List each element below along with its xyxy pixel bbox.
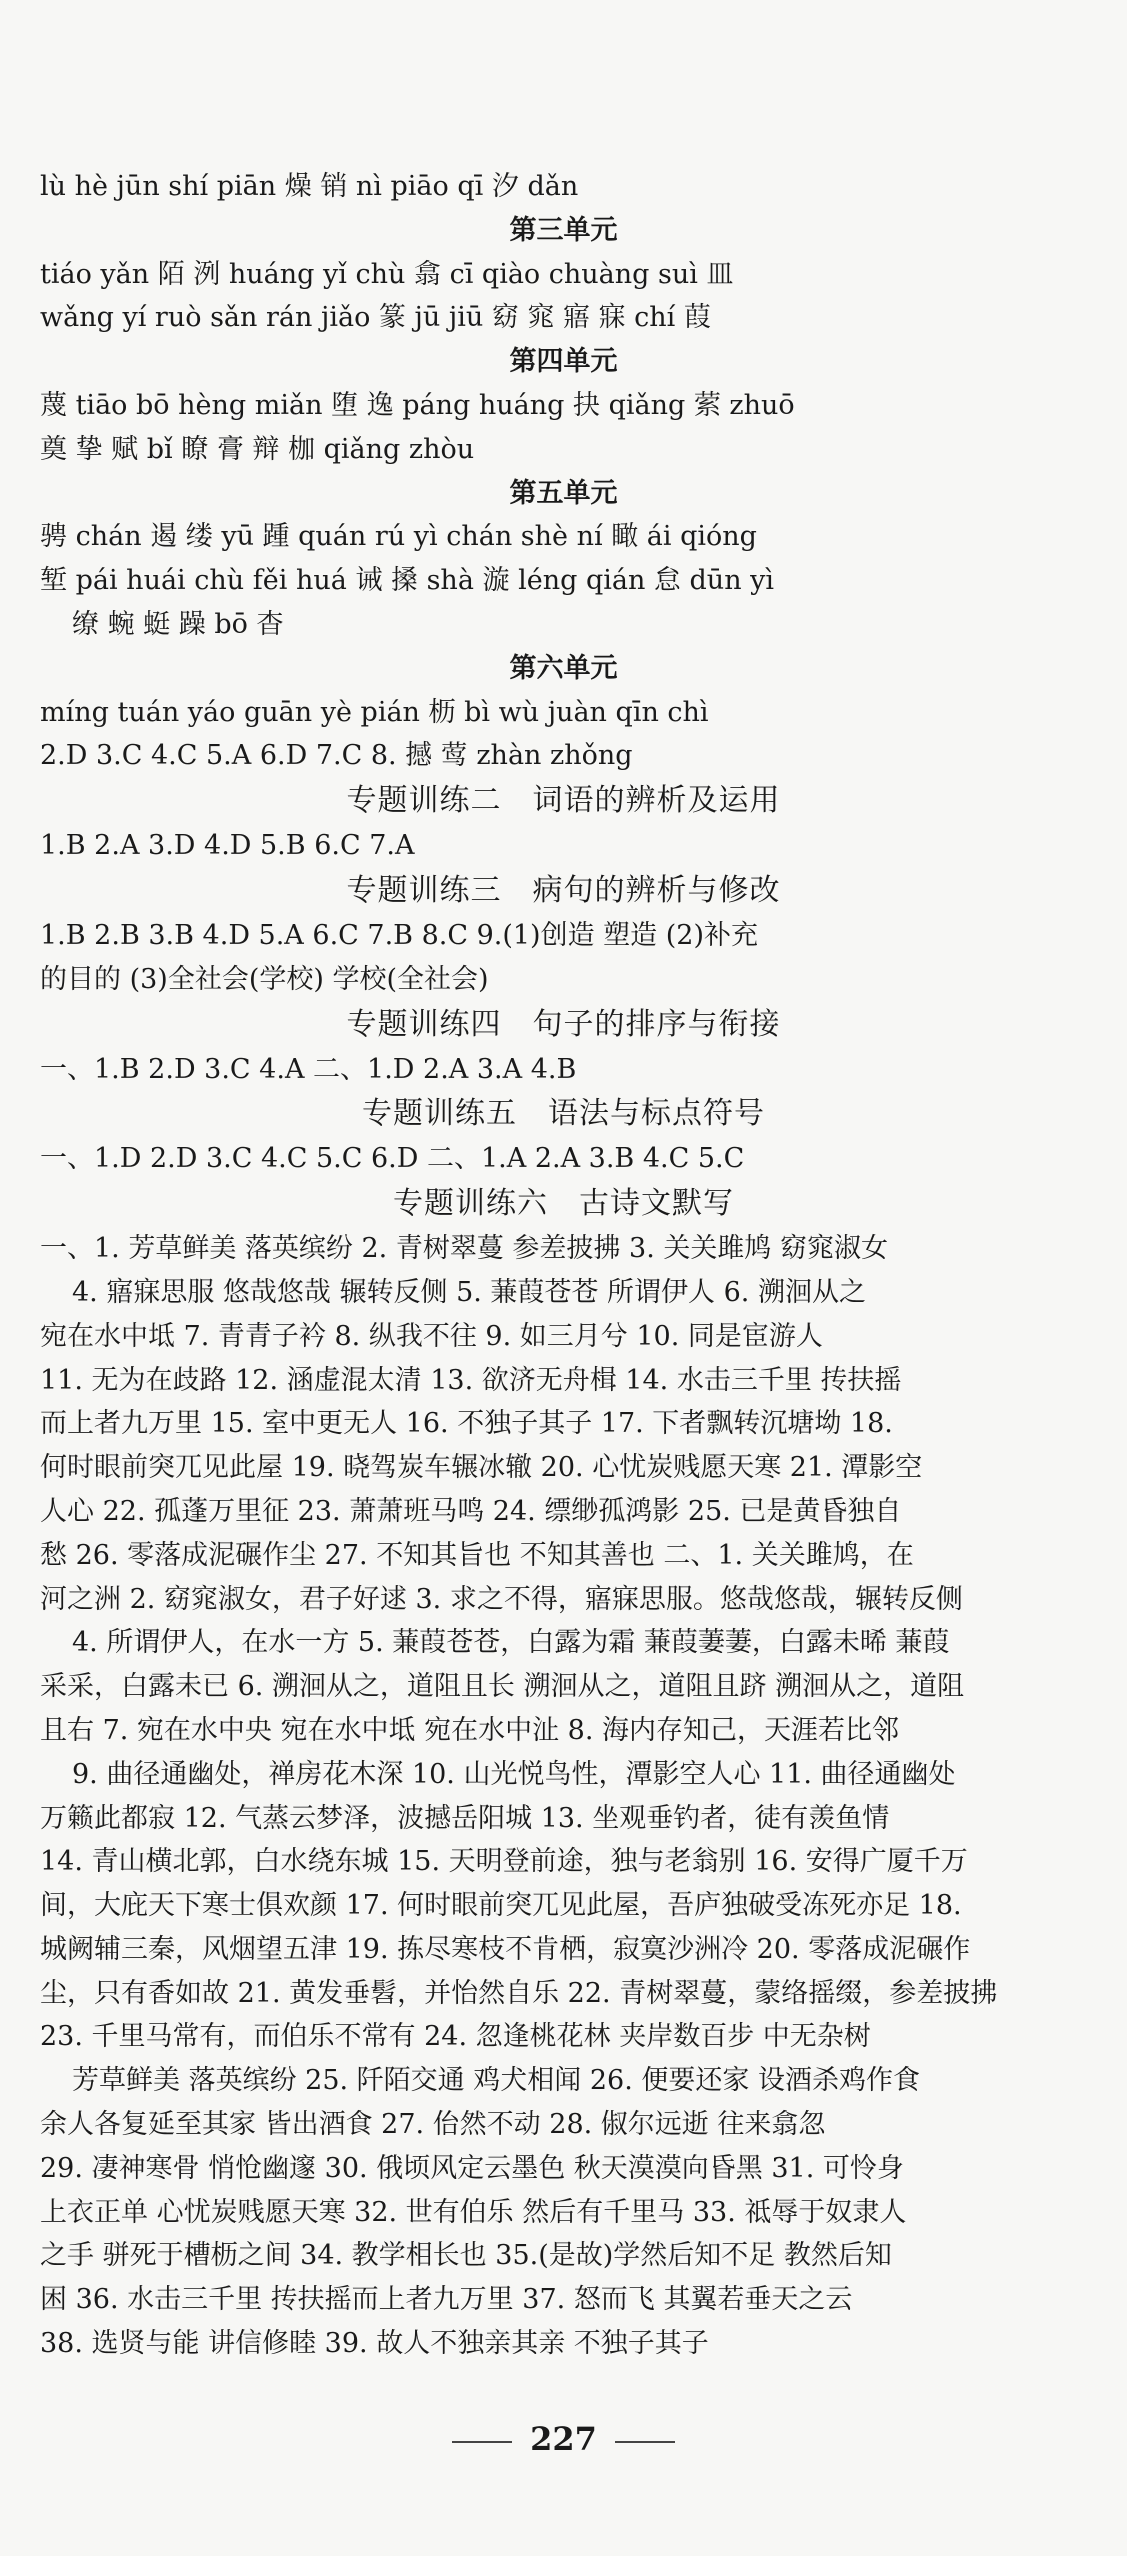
text-line: 一、1.B 2.D 3.C 4.A 二、1.D 2.A 3.A 4.B: [40, 1053, 577, 1085]
text-line: lù hè jūn shí piān 燥 销 nì piāo qī 汐 dǎn: [40, 171, 579, 202]
text-line: 11. 无为在歧路 12. 涵虚混太清 13. 欲济无舟楫 14. 水击三千里 抟扶摇: [40, 1364, 902, 1396]
text-line: 一、1.D 2.D 3.C 4.C 5.C 6.D 二、1.A 2.A 3.B 4.C 5.C: [40, 1143, 745, 1175]
answer-body: [40, 165, 1087, 2366]
text-line: 河之洲 2. 窈窕淑女，君子好逑 3. 求之不得，寤寐思服。悠哉悠哉，辗转反侧: [40, 1583, 963, 1615]
text-line: 9. 曲径通幽处，禅房花木深 10. 山光悦鸟性，潭影空人心 11. 曲径通幽处: [72, 1758, 956, 1790]
text-line: 上衣正单 心忧炭贱愿天寒 32. 世有伯乐 然后有千里马 33. 祗辱于奴隶人: [40, 2196, 907, 2228]
text-line: 蔑 tiāo bō hèng miǎn 堕 逸 páng huáng 抉 qiǎng 萦 zhuō: [40, 389, 795, 421]
section-heading: 第三单元: [509, 214, 618, 246]
text-line: 一、1. 芳草鲜美 落英缤纷 2. 青树翠蔓 参差披拂 3. 关关雎鸠 窈窕淑女: [40, 1233, 888, 1265]
text-line: 城阙辅三秦，风烟望五津 19. 拣尽寒枝不肯栖，寂寞沙洲冷 20. 零落成泥碾作: [40, 1933, 971, 1965]
text-line: 4. 寤寐思服 悠哉悠哉 辗转反侧 5. 蒹葭苍苍 所谓伊人 6. 溯洄从之: [72, 1276, 866, 1308]
topic-heading: 专题训练三 病句的辨析与修改: [346, 872, 781, 908]
text-line: 奠 挚 赋 bǐ 瞭 膏 辩 枷 qiǎng zhòu: [40, 433, 475, 465]
topic-heading: 专题训练六 古诗文默写: [393, 1186, 734, 1222]
text-line: 堑 pái huái chù fěi huá 诫 搡 shà 漩 léng qián 怠 dūn yì: [40, 565, 775, 597]
text-line: 23. 千里马常有，而伯乐不常有 24. 忽逢桃花林 夹岸数百步 中无杂树: [40, 2021, 871, 2053]
text-line: 1.B 2.B 3.B 4.D 5.A 6.C 7.B 8.C 9.(1)创造 塑造 (2)补充: [40, 919, 758, 951]
text-line: 29. 凄神寒骨 悄怆幽邃 30. 俄顷风定云墨色 秋天漠漠向昏黑 31. 可怜身: [40, 2152, 904, 2184]
text-line: 人心 22. 孤蓬万里征 23. 萧萧班马鸣 24. 缥缈孤鸿影 25. 已是黄昏独自: [40, 1495, 902, 1527]
section-heading: 第六单元: [509, 652, 618, 684]
text-line: 且右 7. 宛在水中央 宛在水中坻 宛在水中沚 8. 海内存知己，天涯若比邻: [40, 1714, 900, 1746]
text-line: 骋 chán 遏 缕 yū 踵 quán rú yì chán shè ní 瞰 ái qióng: [40, 521, 757, 553]
text-line: 万籁此都寂 12. 气蒸云梦泽，波撼岳阳城 13. 坐观垂钓者，徒有羡鱼情: [40, 1802, 890, 1834]
text-line: 缭 蜿 蜓 躁 bō 杳: [72, 608, 284, 640]
text-line: 4. 所谓伊人，在水一方 5. 蒹葭苍苍，白露为霜 蒹葭萋萋，白露未晞 蒹葭: [72, 1627, 950, 1659]
section-heading: 第四单元: [509, 346, 618, 378]
topic-heading: 专题训练五 语法与标点符号: [362, 1096, 765, 1132]
text-line: 愁 26. 零落成泥碾作尘 27. 不知其旨也 不知其善也 二、1. 关关雎鸠，在: [40, 1539, 914, 1571]
text-line: 何时眼前突兀见此屋 19. 晓驾炭车辗冰辙 20. 心忧炭贱愿天寒 21. 潭影空: [40, 1452, 923, 1484]
topic-heading: 专题训练二 词语的辨析及运用: [346, 783, 781, 819]
text-line: 而上者九万里 15. 室中更无人 16. 不独子其子 17. 下者飘转沉塘坳 18.: [40, 1408, 893, 1440]
text-line: 的目的 (3)全社会(学校) 学校(全社会): [40, 963, 489, 995]
text-line: 宛在水中坻 7. 青青子衿 8. 纵我不往 9. 如三月兮 10. 同是宦游人: [40, 1320, 823, 1352]
text-line: 困 36. 水击三千里 抟扶摇而上者九万里 37. 怒而飞 其翼若垂天之云: [40, 2284, 853, 2316]
text-line: 间，大庇天下寒士俱欢颜 17. 何时眼前突兀见此屋，吾庐独破受冻死亦足 18.: [40, 1890, 962, 1922]
text-line: tiáo yǎn 陌 洌 huáng yǐ chù 翕 cī qiào chuàng suì 皿: [40, 258, 734, 290]
text-line: 14. 青山横北郭，白水绕东城 15. 天明登前途，独与老翁别 16. 安得广厦千万: [40, 1846, 968, 1878]
text-line: wǎng yí ruò sǎn rán jiǎo 篆 jū jiū 窈 窕 寤 寐 chí 葭: [40, 302, 711, 334]
page-number-dash: [452, 2441, 512, 2443]
text-line: 尘，只有香如故 21. 黄发垂髫，并怡然自乐 22. 青树翠蔓，蒙络摇缀，参差披拂: [40, 1977, 998, 2009]
text-line: 采采，白露未已 6. 溯洄从之，道阻且长 溯洄从之，道阻且跻 溯洄从之，道阻: [40, 1671, 965, 1703]
page-number: [0, 2420, 1127, 2458]
text-line: míng tuán yáo guān yè pián 枥 bì wù juàn qīn chì: [40, 696, 709, 728]
text-line: 38. 选贤与能 讲信修睦 39. 故人不独亲其亲 不独子其子: [40, 2328, 709, 2360]
topic-heading: 专题训练四 句子的排序与衔接: [346, 1006, 781, 1042]
page-number-text: 227: [530, 2420, 597, 2458]
text-line: 余人各复延至其家 皆出酒食 27. 佁然不动 28. 俶尔远逝 往来翕忽: [40, 2109, 826, 2141]
section-heading: 第五单元: [509, 477, 618, 509]
page-number-dash: [615, 2441, 675, 2443]
text-line: 2.D 3.C 4.C 5.A 6.D 7.C 8. 撼 莺 zhàn zhǒng: [40, 740, 633, 772]
text-line: 之手 骈死于槽枥之间 34. 教学相长也 35.(是故)学然后知不足 教然后知: [40, 2240, 892, 2272]
text-line: 芳草鲜美 落英缤纷 25. 阡陌交通 鸡犬相闻 26. 便要还家 设酒杀鸡作食: [72, 2065, 920, 2097]
text-line: 1.B 2.A 3.D 4.D 5.B 6.C 7.A: [40, 830, 415, 862]
